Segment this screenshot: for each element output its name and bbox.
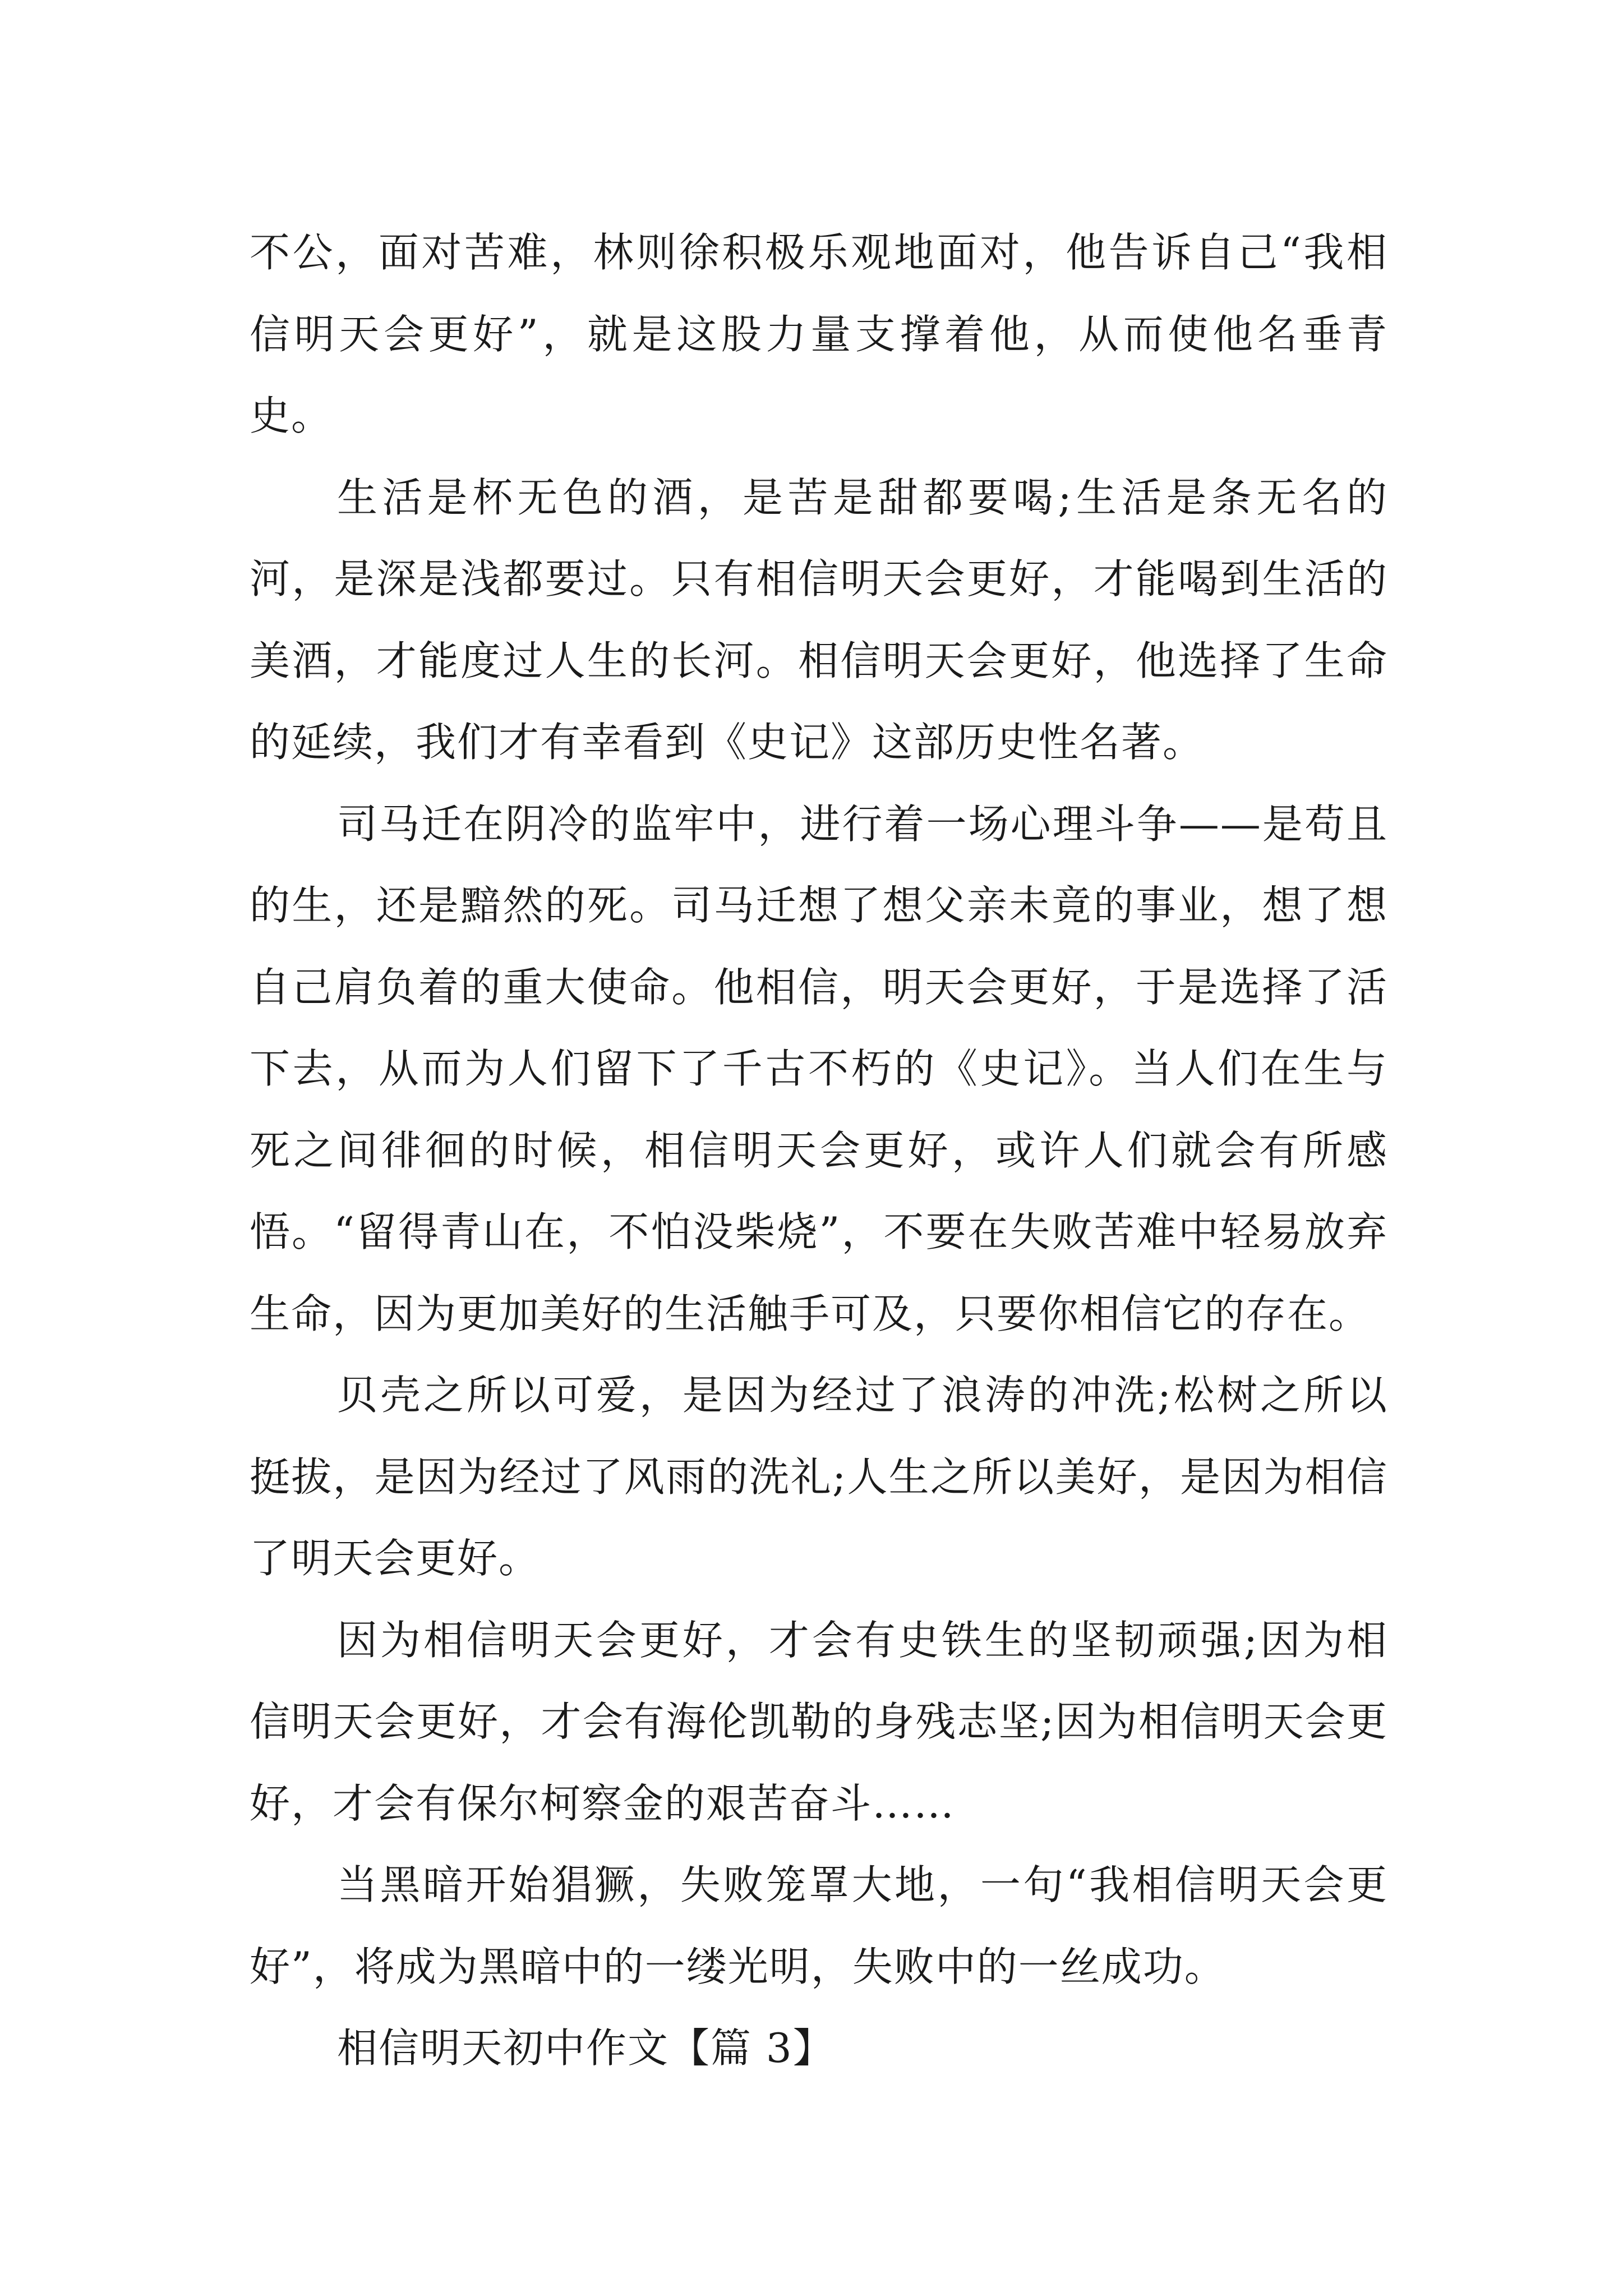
paragraph-shell-pine: 贝壳之所以可爱，是因为经过了浪涛的冲洗;松树之所以挺拔，是因为经过了风雨的洗礼;人生之所以美好，是因为相信了明天会更好。 <box>250 1372 1388 1582</box>
paragraph-darkness: 当黑暗开始猖獗，失败笼罩大地，一句“我相信明天会更好”，将成为黑暗中的一缕光明，失败中的一丝成功。 <box>250 1861 1388 1990</box>
document-body <box>250 212 1388 2090</box>
paragraph-continuation: 不公，面对苦难，林则徐积极乐观地面对，他告诉自己“我相信明天会更好”，就是这股力量支撑着他，从而使他名垂青史。 <box>250 229 1388 439</box>
paragraph-sima-qian: 司马迁在阴冷的监牢中，进行着一场心理斗争——是苟且的生，还是黯然的死。司马迁想了想父亲未竟的事业，想了想自己肩负着的重大使命。他相信，明天会更好，于是选择了活下去，从而为人们留下了千古不朽的《史记》。当人们在生与死之间徘徊的时候，相信明天会更好，或许人们就会有所感悟。“留得青山在，不怕没柴烧”，不要在失败苦难中轻易放弃生命，因为更加美好的生活触手可及，只要你相信它的存在。 <box>250 800 1388 1337</box>
paragraph-examples: 因为相信明天会更好，才会有史铁生的坚韧顽强;因为相信明天会更好，才会有海伦凯勒的身残志坚;因为相信明天会更好，才会有保尔柯察金的艰苦奋斗…… <box>250 1616 1388 1827</box>
paragraph-life-wine: 生活是杯无色的酒，是苦是甜都要喝;生活是条无名的河，是深是浅都要过。只有相信明天会更好，才能喝到生活的美酒，才能度过人生的长河。相信明天会更好，他选择了生命的延续，我们才有幸看到《史记》这部历史性名著。 <box>250 473 1388 766</box>
section-heading: 相信明天初中作文【篇 3】 <box>337 2024 834 2072</box>
